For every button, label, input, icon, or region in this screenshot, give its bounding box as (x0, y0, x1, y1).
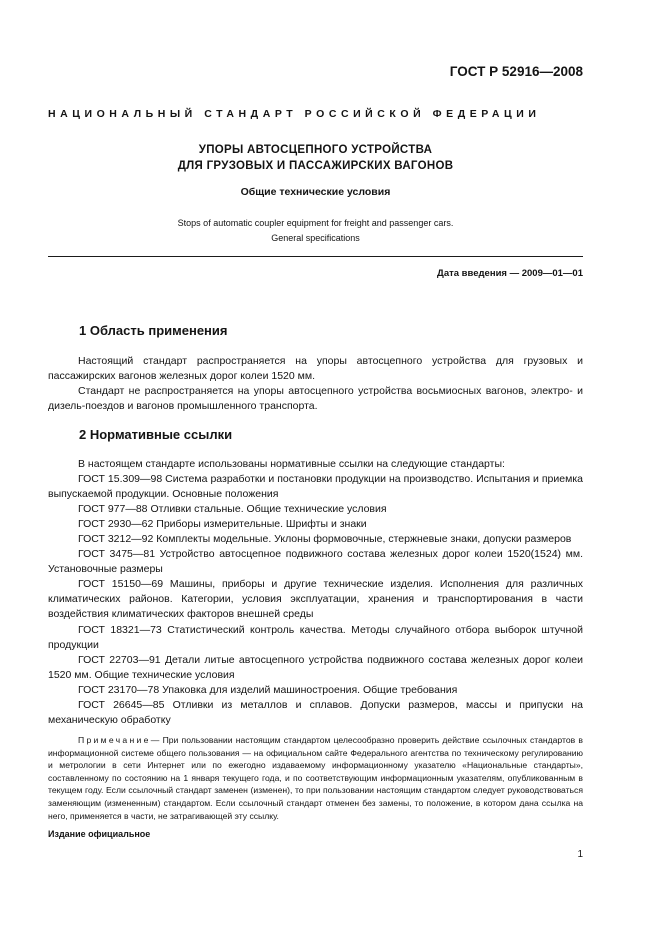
reference-item: ГОСТ 26645—85 Отливки из металлов и сплавов. Допуски размеров, массы и припуски на механическую обработку (48, 699, 583, 727)
reference-item: ГОСТ 3475—81 Устройство автосцепное подвижного состава железных дорог колеи 1520(1524) мм. Установочные размеры (48, 548, 583, 576)
reference-item: ГОСТ 18321—73 Статистический контроль качества. Методы случайного отбора выборок штучной продукции (48, 624, 583, 652)
section-1-heading: 1 Область применения (79, 323, 228, 338)
reference-item: ГОСТ 15.309—98 Система разработки и постановки продукции на производство. Испытания и приемка выпускаемой продукции. Основные положения (48, 473, 583, 501)
document-title (48, 142, 583, 174)
reference-item: ГОСТ 977—88 Отливки стальные. Общие технические условия (78, 503, 387, 515)
note-label: Примечание (78, 735, 151, 745)
section-1-paragraph-2: Стандарт не распространяется на упоры автосцепного устройства восьмиосных вагонов, электро- и дизель-поездов и вагонов промышленного транспорта. (48, 385, 583, 413)
standard-number: ГОСТ Р 52916—2008 (449, 64, 583, 79)
section-1-paragraph-1: Настоящий стандарт распространяется на упоры автосцепного устройства для грузовых и пассажирских вагонов железных дорог колеи 1520 мм. (48, 355, 583, 383)
section-2-intro: В настоящем стандарте использованы нормативные ссылки на следующие стандарты: (78, 458, 505, 470)
reference-item: ГОСТ 15150—69 Машины, приборы и другие технические изделия. Исполнения для различных климатических районов. Категории, условия эксплуатации, хранения и транспортирования в части воздействия климатических факторов внешней среды (48, 578, 583, 621)
reference-item: ГОСТ 3212—92 Комплекты модельные. Уклоны формовочные, стержневые знаки, допуски размеров (78, 533, 572, 545)
title-line-1: УПОРЫ АВТОСЦЕПНОГО УСТРОЙСТВА (198, 144, 433, 156)
section-2-heading: 2 Нормативные ссылки (79, 427, 233, 442)
reference-item: ГОСТ 22703—91 Детали литые автосцепного устройства подвижного состава железных дорог колеи 1520 мм. Общие технические условия (48, 654, 583, 682)
introduction-date: Дата введения — 2009—01—01 (437, 268, 583, 279)
national-standard-heading: НАЦИОНАЛЬНЫЙ СТАНДАРТ РОССИЙСКОЙ ФЕДЕРАЦИИ (48, 108, 541, 120)
reference-item: ГОСТ 2930—62 Приборы измерительные. Шрифты и знаки (78, 518, 367, 530)
note-text: — При пользовании настоящим стандартом целесообразно проверить действие ссылочных стандартов в информационной системе общего пользования — на официальном сайте Федерального агентства по техническому регулированию и метрологии в сети Интернет или по ежегодно издаваемому информационному указателю «Национальные стандарты», составленному по состоянию на 1 января текущего года, и по соответствующим информационным указателям, опубликованным в текущем году. Если ссылочный стандарт заменен (изменен), то при пользовании настоящим стандартом следует руководствоваться заменяющим (измененным) стандартом. Если ссылочный стандарт отменен без замены, то положение, в котором дана ссылка на него, применяется в части, не затрагивающей эту ссылку. (48, 735, 583, 821)
note-block (48, 734, 583, 822)
document-subtitle: Общие технические условия (240, 186, 391, 198)
page-number: 1 (577, 849, 583, 860)
english-title-line-1: Stops of automatic coupler equipment for freight and passenger cars. (177, 218, 454, 228)
official-edition-label: Издание официальное (48, 829, 151, 839)
english-title (48, 216, 583, 246)
english-title-line-2: General specifications (271, 233, 360, 243)
title-line-2: ДЛЯ ГРУЗОВЫХ И ПАССАЖИРСКИХ ВАГОНОВ (177, 160, 454, 172)
reference-item: ГОСТ 23170—78 Упаковка для изделий машиностроения. Общие требования (78, 684, 458, 696)
title-divider (48, 256, 583, 257)
